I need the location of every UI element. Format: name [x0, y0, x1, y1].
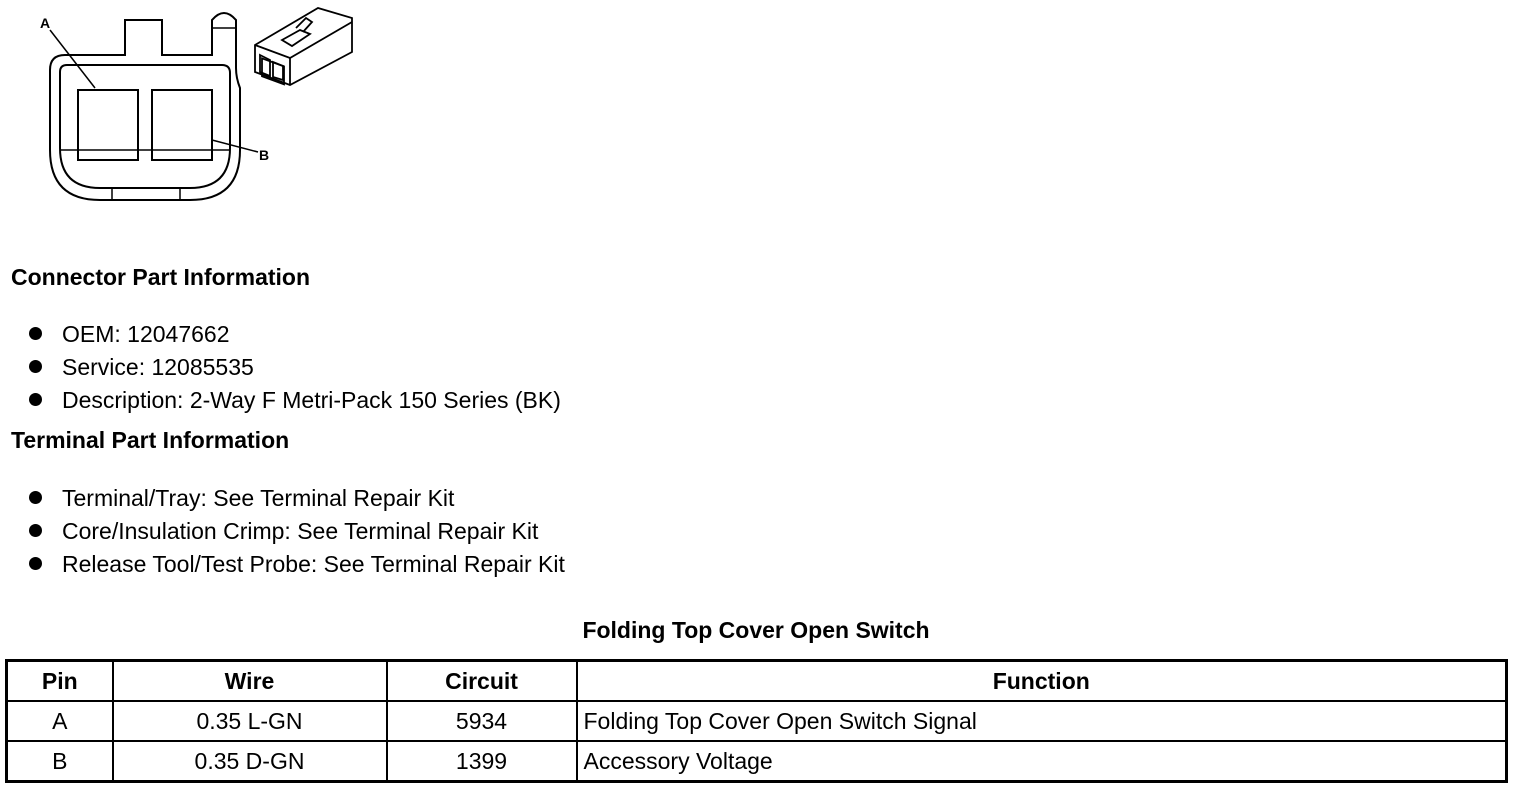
- list-item-text: Terminal/Tray: See Terminal Repair Kit: [62, 484, 455, 511]
- cell-circuit: 5934: [387, 701, 577, 741]
- leader-line-a: [50, 30, 95, 88]
- terminal-part-info-list: [29, 481, 565, 580]
- bullet-icon: [29, 557, 42, 570]
- cell-pin: A: [7, 701, 113, 741]
- column-header-pin: Pin: [7, 661, 113, 702]
- cell-wire: 0.35 D-GN: [113, 741, 387, 782]
- list-item-text: OEM: 12047662: [62, 320, 230, 347]
- list-item: [29, 481, 565, 514]
- bullet-icon: [29, 327, 42, 340]
- table-row: [7, 701, 1507, 741]
- list-item: [29, 514, 565, 547]
- column-header-wire: Wire: [113, 661, 387, 702]
- table-header-row: [7, 661, 1507, 702]
- list-item: [29, 547, 565, 580]
- bullet-icon: [29, 393, 42, 406]
- cell-wire: 0.35 L-GN: [113, 701, 387, 741]
- pin-label-a: A: [40, 15, 51, 31]
- list-item: [29, 350, 561, 383]
- list-item-text: Release Tool/Test Probe: See Terminal Repair Kit: [62, 550, 565, 577]
- connector-housing-inner: [60, 65, 230, 188]
- pinout-table: [5, 659, 1508, 783]
- list-item: [29, 383, 561, 416]
- bullet-icon: [29, 524, 42, 537]
- column-header-circuit: Circuit: [387, 661, 577, 702]
- cell-pin: B: [7, 741, 113, 782]
- bullet-icon: [29, 360, 42, 373]
- list-item-text: Service: 12085535: [62, 353, 254, 380]
- connector-isometric-view: [255, 8, 352, 85]
- cell-function: Accessory Voltage: [577, 741, 1507, 782]
- pin-label-b: B: [259, 147, 270, 163]
- column-header-function: Function: [577, 661, 1507, 702]
- connector-part-info-list: [29, 317, 561, 416]
- list-item: [29, 317, 561, 350]
- terminal-part-info-heading: Terminal Part Information: [11, 427, 290, 453]
- cell-function: Folding Top Cover Open Switch Signal: [577, 701, 1507, 741]
- list-item-text: Core/Insulation Crimp: See Terminal Repair Kit: [62, 517, 539, 544]
- bullet-icon: [29, 491, 42, 504]
- connector-part-info-heading: Connector Part Information: [11, 264, 311, 290]
- cell-circuit: 1399: [387, 741, 577, 782]
- table-row: [7, 741, 1507, 782]
- list-item-text: Description: 2-Way F Metri-Pack 150 Series (BK): [62, 386, 561, 413]
- table-title: Folding Top Cover Open Switch: [582, 617, 930, 643]
- connector-face-diagram: [0, 0, 370, 215]
